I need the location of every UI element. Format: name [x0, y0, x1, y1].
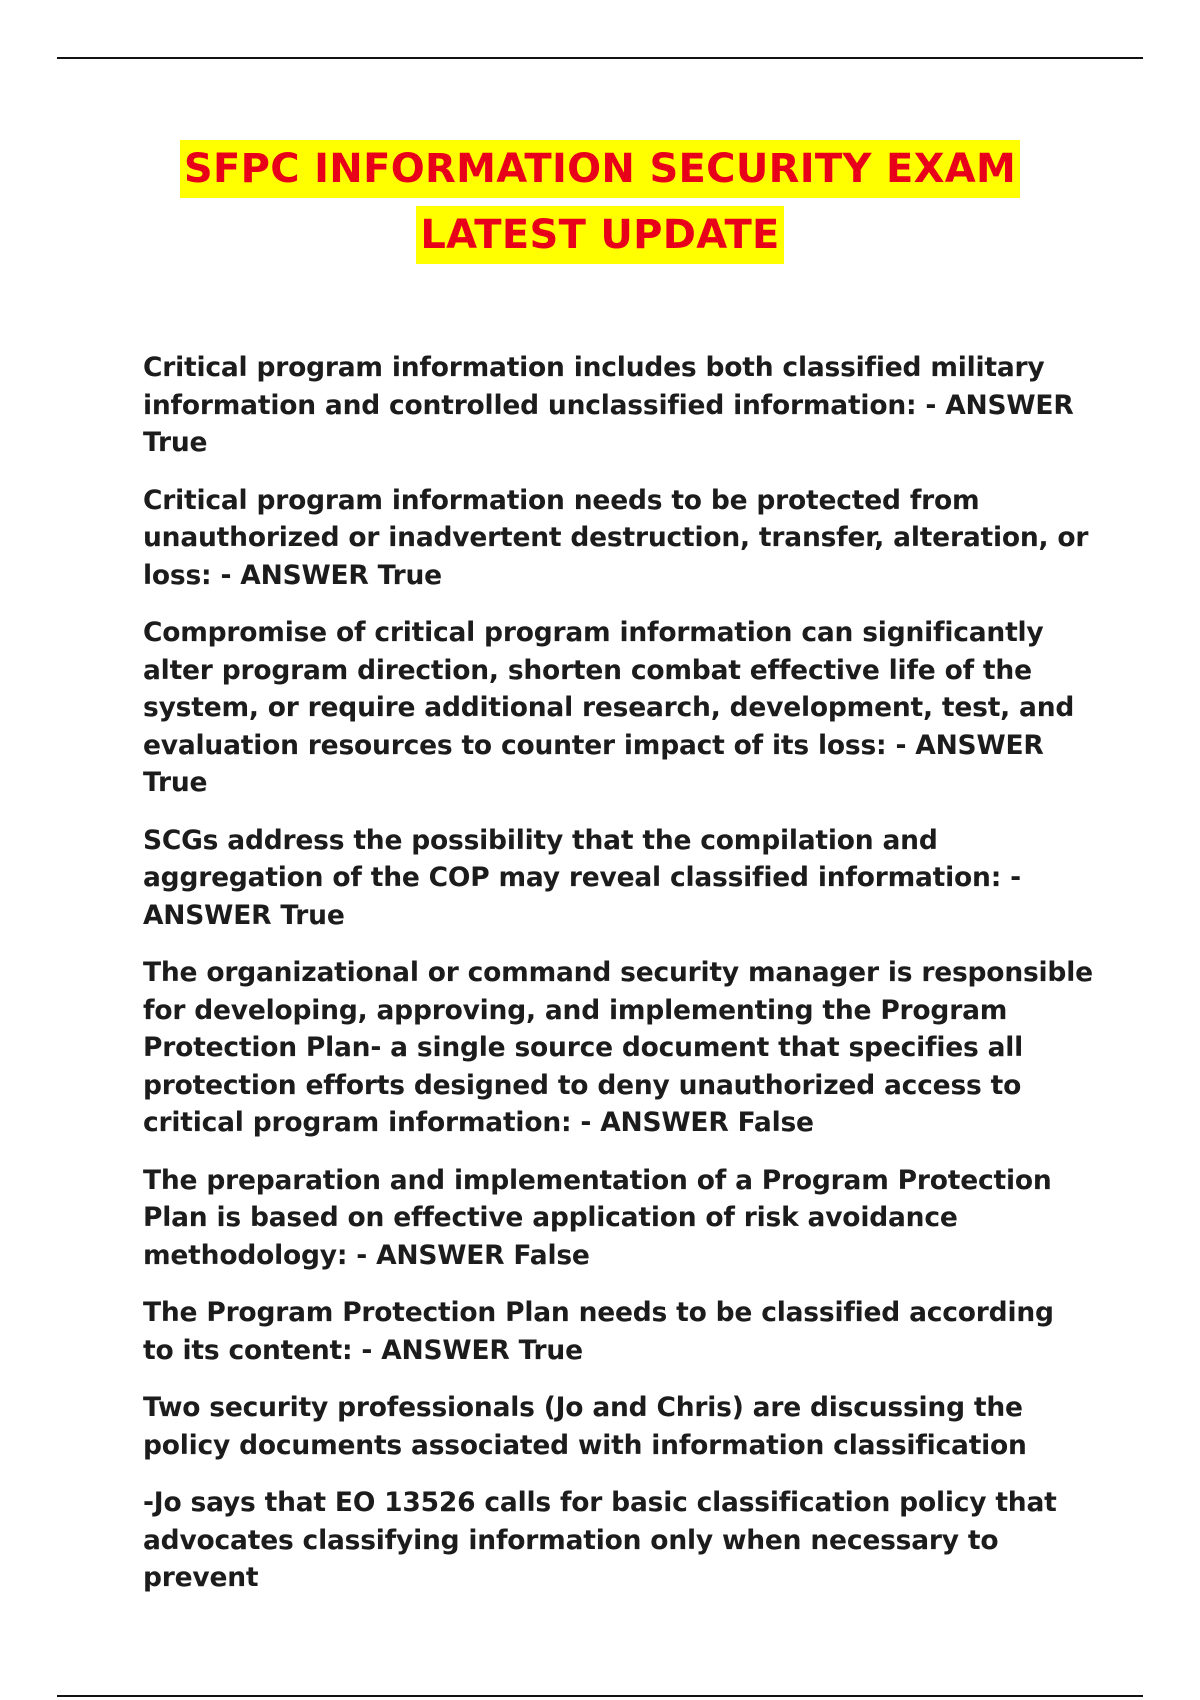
qa-entry-9: -Jo says that EO 13526 calls for basic classification policy that advocates classifying information only when necessary to prevent	[143, 1487, 1057, 1593]
qa-entry-1: Critical program information includes both classified military information and controlled unclassified information: - ANSWER True	[143, 352, 1074, 458]
qa-list	[143, 349, 1093, 1617]
qa-entry-2: Critical program information needs to be protected from unauthorized or inadvertent destruction, transfer, alteration, or loss: - ANSWER True	[143, 484, 1089, 591]
qa-entry-7: The Program Protection Plan needs to be classified according to its content: - ANSWER True	[143, 1297, 1054, 1366]
qa-entry-6: The preparation and implementation of a Program Protection Plan is based on effective application of risk avoidance methodology: - ANSWER False	[143, 1164, 1052, 1271]
document-title	[0, 140, 1200, 272]
title-line-2: LATEST UPDATE	[416, 206, 783, 264]
qa-entry-8: Two security professionals (Jo and Chris) are discussing the policy documents associated with information classification	[143, 1392, 1027, 1461]
title-line-1: SFPC INFORMATION SECURITY EXAM	[180, 140, 1020, 198]
qa-entry-5: The organizational or command security manager is responsible for developing, approving, and implementing the Program Protection Plan- a single source document that specifies all protection efforts designed to deny unauthorized access to critical program information: - ANSWER False	[143, 957, 1093, 1138]
top-rule	[57, 57, 1143, 59]
qa-entry-4: SCGs address the possibility that the compilation and aggregation of the COP may reveal classified information: - ANSWER True	[143, 824, 1021, 931]
bottom-rule	[57, 1695, 1143, 1697]
qa-entry-3: Compromise of critical program information can significantly alter program direction, shorten combat effective life of the system, or require additional research, development, test, and evaluation resources to counter impact of its loss: - ANSWER True	[143, 617, 1075, 798]
